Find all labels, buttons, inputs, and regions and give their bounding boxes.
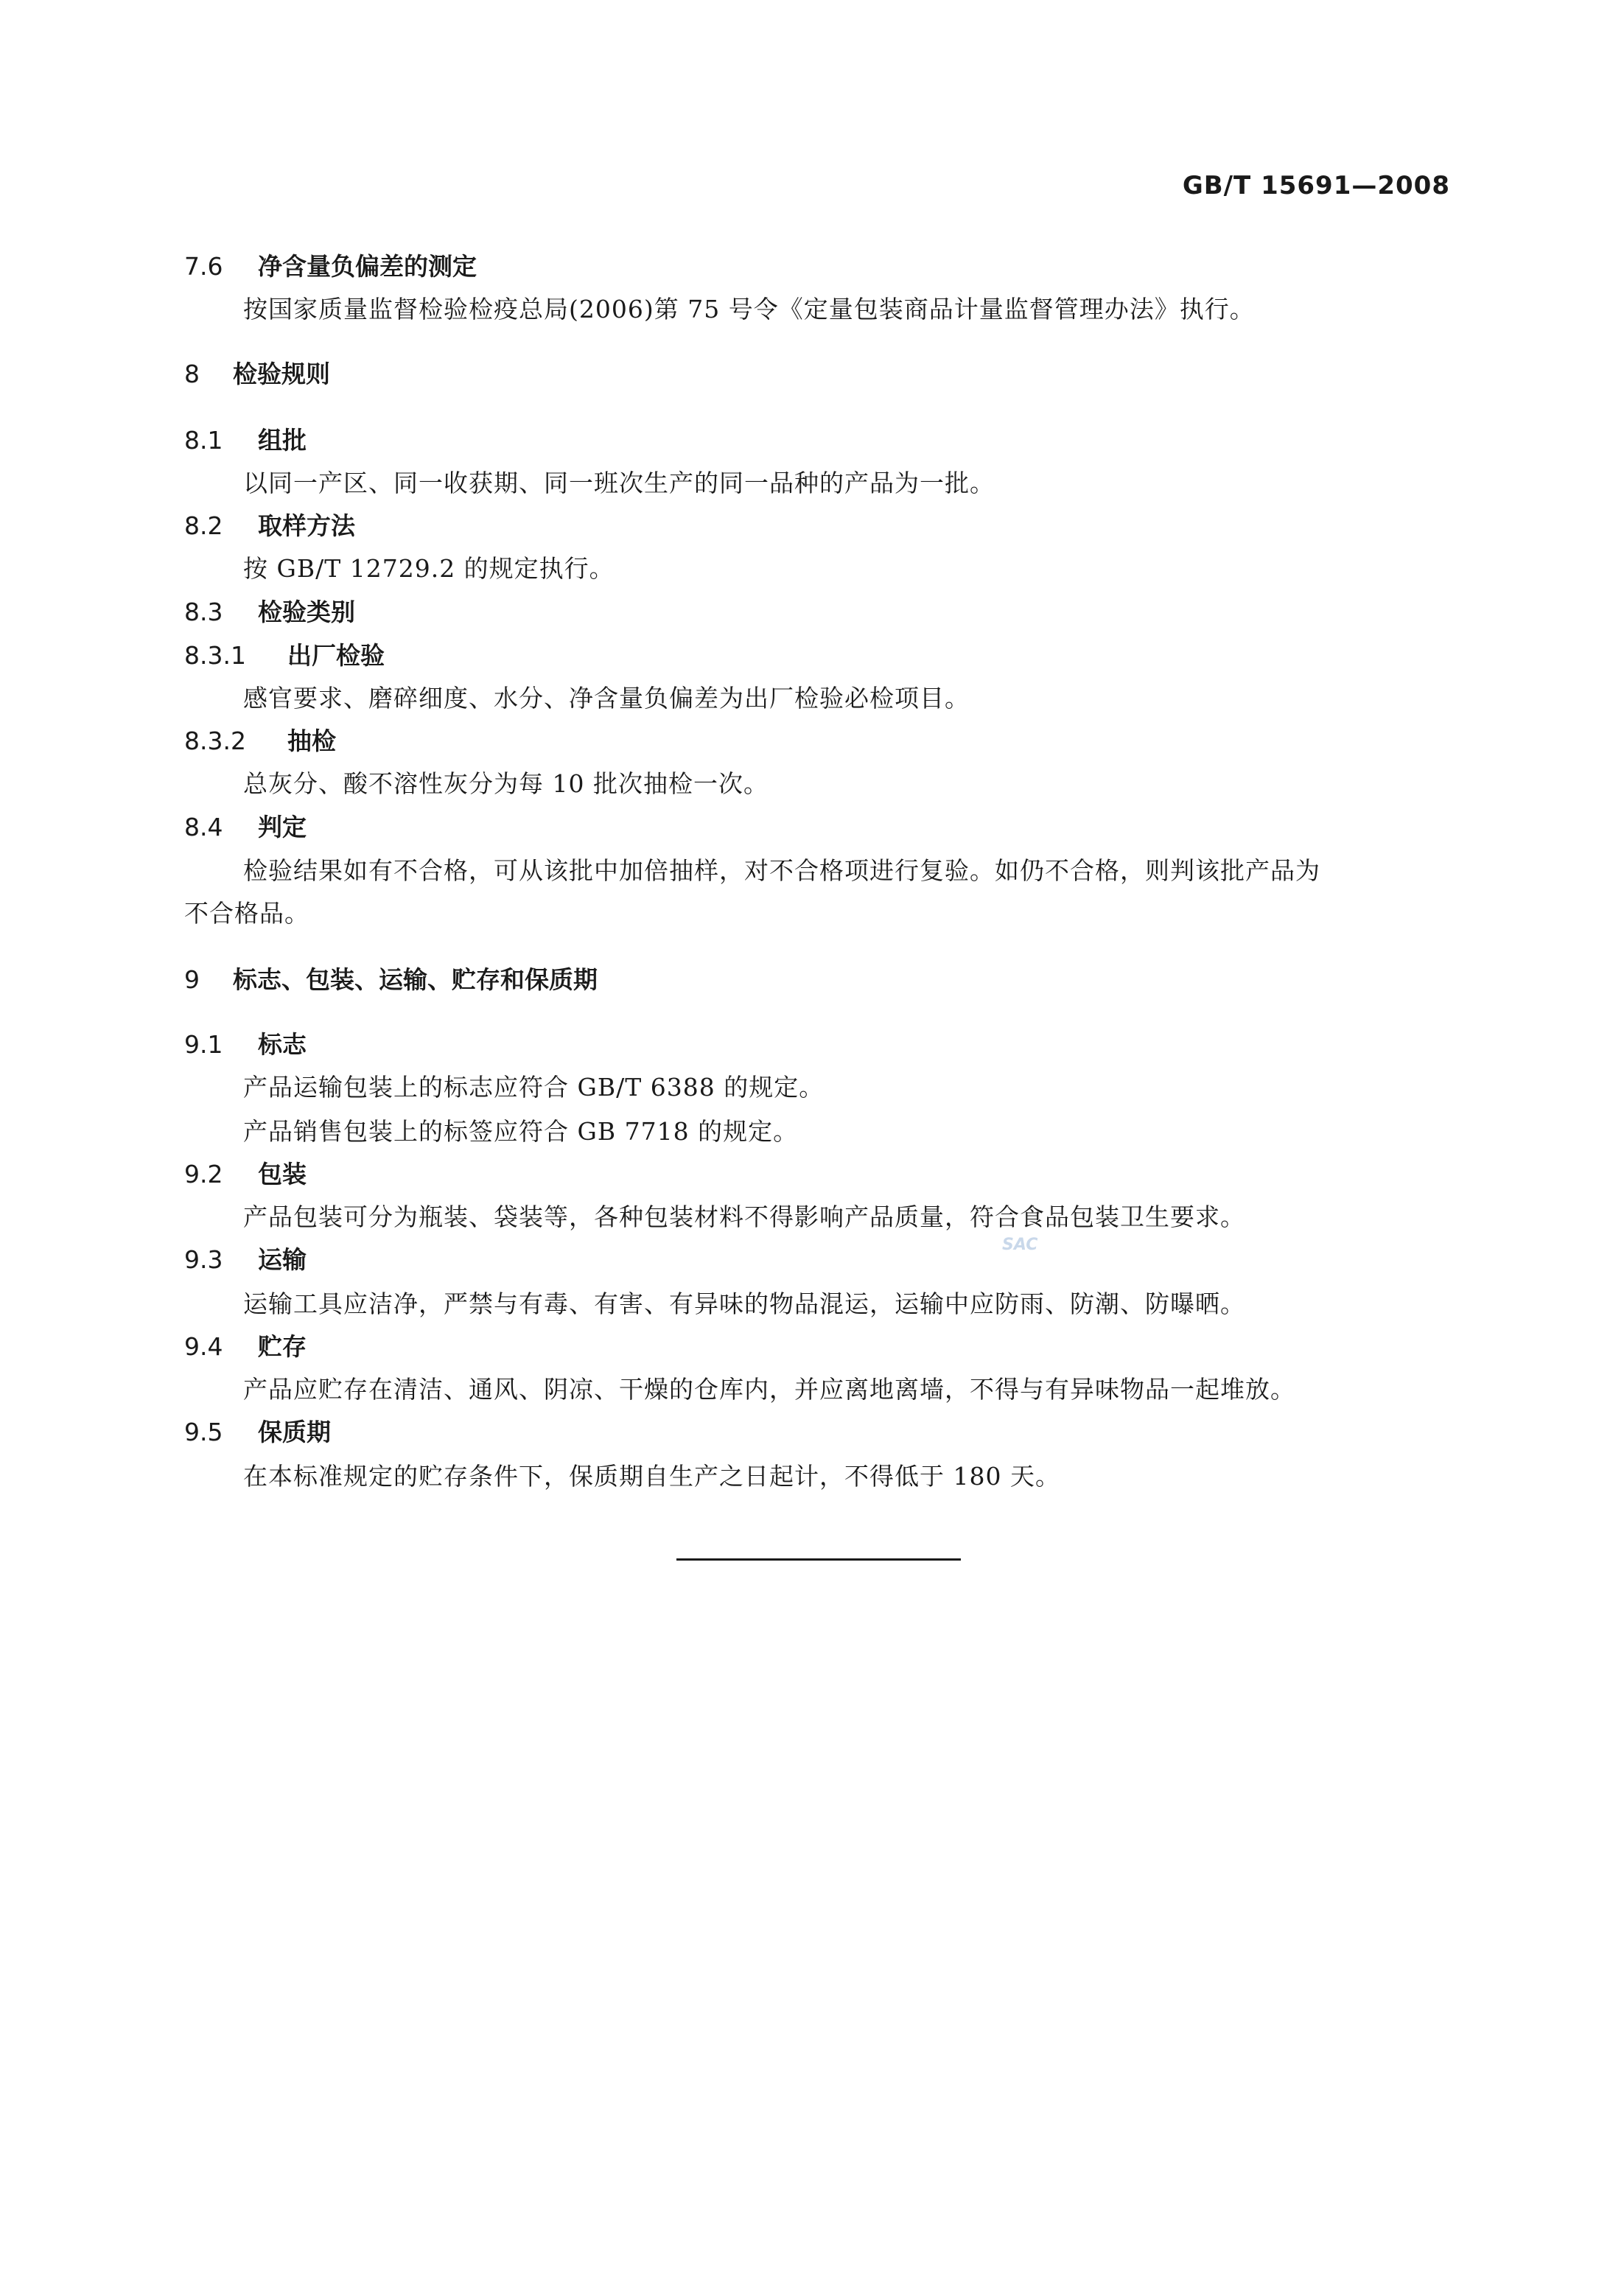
section-number: 9.3 xyxy=(184,1245,223,1274)
section-title: 包装 xyxy=(258,1160,307,1188)
paragraph-8-1: 以同一产区、同一收获期、同一班次生产的同一品种的产品为一批。 xyxy=(243,469,995,497)
sac-watermark: SAC xyxy=(1002,1236,1038,1254)
section-title: 组批 xyxy=(258,426,307,455)
section-number: 8.3 xyxy=(184,598,223,626)
heading-8-2 xyxy=(184,511,355,541)
standard-number: GB/T 15691—2008 xyxy=(1182,171,1450,200)
paragraph-7-6: 按国家质量监督检验检疫总局(2006)第 75 号令《定量包装商品计量监督管理办法》执行。 xyxy=(243,295,1255,323)
section-number: 9.2 xyxy=(184,1160,223,1188)
heading-9-1 xyxy=(184,1030,307,1060)
heading-8-4 xyxy=(184,813,307,842)
section-title: 检验规则 xyxy=(233,360,330,388)
heading-9-4 xyxy=(184,1332,307,1362)
paragraph-8-3-2: 总灰分、酸不溶性灰分为每 10 批次抽检一次。 xyxy=(243,769,769,798)
heading-8-3-1 xyxy=(184,641,385,671)
heading-8-1 xyxy=(184,426,307,455)
end-of-document-rule xyxy=(676,1558,961,1561)
section-title: 抽检 xyxy=(287,727,336,755)
heading-8-3 xyxy=(184,598,355,627)
section-number: 9 xyxy=(184,965,200,994)
paragraph-9-2: 产品包装可分为瓶装、袋装等，各种包装材料不得影响产品质量，符合食品包装卫生要求。 xyxy=(243,1202,1245,1231)
heading-8 xyxy=(184,360,330,389)
paragraph-9-1-line-2: 产品销售包装上的标签应符合 GB 7718 的规定。 xyxy=(243,1117,799,1146)
section-number: 8.3.2 xyxy=(184,727,246,755)
section-number: 9.1 xyxy=(184,1030,223,1059)
paragraph-9-5: 在本标准规定的贮存条件下，保质期自生产之日起计，不得低于 180 天。 xyxy=(243,1462,1060,1491)
section-title: 净含量负偏差的测定 xyxy=(258,252,477,281)
heading-9-3 xyxy=(184,1245,307,1275)
section-title: 检验类别 xyxy=(258,598,355,626)
section-number: 8.2 xyxy=(184,511,223,540)
section-number: 8.3.1 xyxy=(184,641,246,670)
section-title: 保质期 xyxy=(258,1418,331,1446)
heading-9-2 xyxy=(184,1160,307,1189)
heading-7-6 xyxy=(184,252,477,281)
paragraph-8-4-line-2: 不合格品。 xyxy=(184,899,309,928)
section-number: 8.1 xyxy=(184,426,223,455)
section-title: 出厂检验 xyxy=(287,641,385,670)
heading-9-5 xyxy=(184,1418,331,1447)
section-number: 8 xyxy=(184,360,200,388)
paragraph-8-4-line-1: 检验结果如有不合格，可从该批中加倍抽样，对不合格项进行复验。如仍不合格，则判该批产品为 xyxy=(243,856,1320,885)
paragraph-9-1-line-1: 产品运输包装上的标志应符合 GB/T 6388 的规定。 xyxy=(243,1073,825,1102)
heading-8-3-2 xyxy=(184,727,336,756)
section-title: 标志、包装、运输、贮存和保质期 xyxy=(233,965,598,994)
section-title: 运输 xyxy=(258,1245,307,1274)
section-title: 判定 xyxy=(258,813,307,841)
section-title: 贮存 xyxy=(258,1332,307,1361)
paragraph-8-3-1: 感官要求、磨碎细度、水分、净含量负偏差为出厂检验必检项目。 xyxy=(243,684,970,713)
section-number: 9.4 xyxy=(184,1332,223,1361)
paragraph-9-3: 运输工具应洁净，严禁与有毒、有害、有异味的物品混运，运输中应防雨、防潮、防曝晒。 xyxy=(243,1289,1245,1318)
section-number: 7.6 xyxy=(184,252,223,281)
section-title: 取样方法 xyxy=(258,511,355,540)
heading-9 xyxy=(184,965,598,995)
section-number: 9.5 xyxy=(184,1418,223,1446)
paragraph-8-2: 按 GB/T 12729.2 的规定执行。 xyxy=(243,554,615,583)
section-number: 8.4 xyxy=(184,813,223,841)
paragraph-9-4: 产品应贮存在清洁、通风、阴凉、干燥的仓库内，并应离地离墙，不得与有异味物品一起堆放。 xyxy=(243,1375,1295,1404)
section-title: 标志 xyxy=(258,1030,307,1059)
